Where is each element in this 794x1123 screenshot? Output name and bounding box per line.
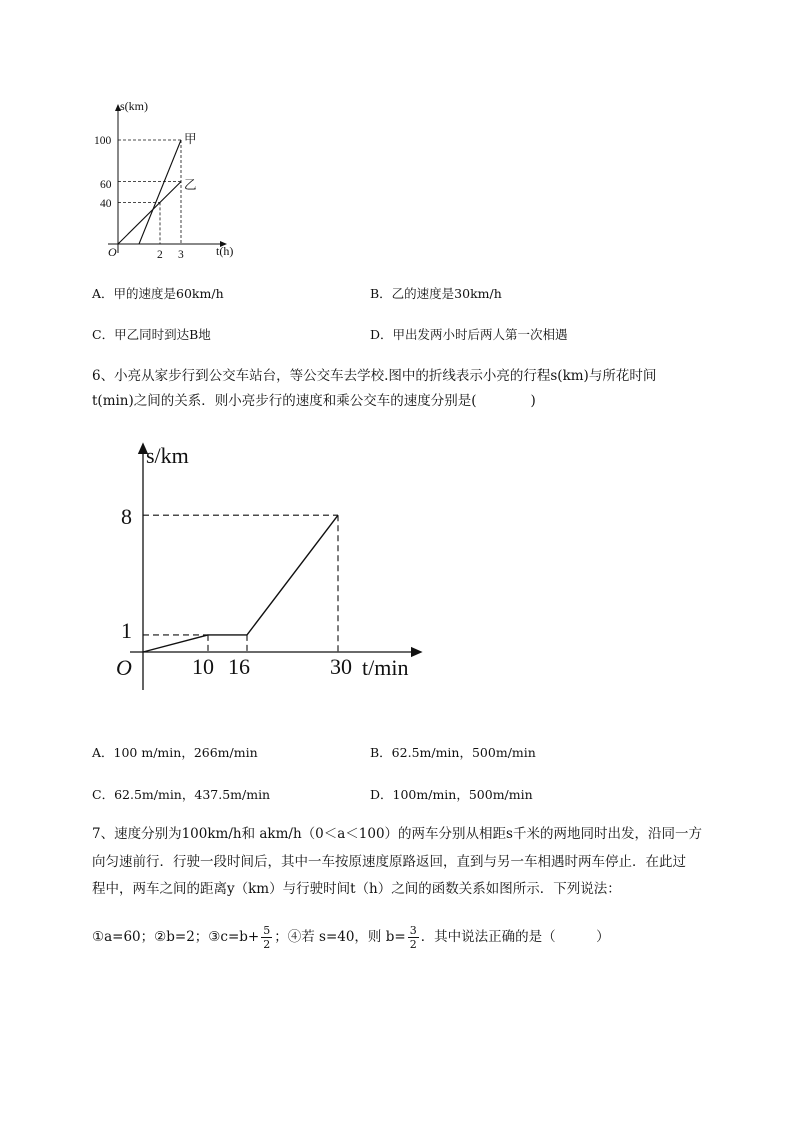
q7-fraction-3-2 <box>408 924 419 951</box>
q5-option-d[interactable]: D．甲出发两小时后两人第一次相遇 <box>370 327 568 342</box>
y-axis-label: s(km) <box>120 99 148 113</box>
q6-option-a[interactable]: A．100 m/min，266m/min <box>92 745 258 760</box>
figure-1 <box>90 95 270 265</box>
fraction-denominator: 2 <box>409 937 417 951</box>
q6-option-d[interactable]: D．100m/min，500m/min <box>370 787 533 802</box>
q6-option-b[interactable]: B．62.5m/min，500m/min <box>370 745 536 760</box>
q6-text-line2: t(min)之间的关系．则小亮步行的速度和乘公交车的速度分别是( ) <box>92 393 536 409</box>
q7-statement-part2: ；④若 s=40，则 b= <box>274 929 406 945</box>
x-axis-label: t/min <box>362 655 409 680</box>
series-line-s <box>143 515 338 652</box>
q7-fraction-5-2 <box>261 924 272 951</box>
q7-text-line3: 程中，两车之间的距离y（km）与行驶时间t（h）之间的函数关系如图所示．下列说法： <box>92 881 621 897</box>
x-tick-10: 10 <box>192 654 214 679</box>
q7-text-line2: 向匀速前行．行驶一段时间后，其中一车按原速度原路返回，直到与另一车相遇时两车停止．在此过 <box>92 854 686 870</box>
origin-label: O <box>108 245 117 259</box>
q6-text-line1: 6、小亮从家步行到公交车站台，等公交车去学校.图中的折线表示小亮的行程s(km)与所花时间 <box>92 368 657 384</box>
y-tick-8: 8 <box>121 504 132 529</box>
x-tick-16: 16 <box>228 654 250 679</box>
q5-option-b[interactable]: B．乙的速度是30km/h <box>370 286 502 301</box>
q6-option-c[interactable]: C．62.5m/min，437.5m/min <box>92 787 271 802</box>
y-tick-1: 1 <box>121 618 132 643</box>
series-line-yi <box>118 182 181 244</box>
x-axis-label: t(h) <box>216 244 234 258</box>
y-tick-60: 60 <box>100 179 112 191</box>
y-tick-40: 40 <box>100 198 112 210</box>
q5-option-c[interactable]: C．甲乙同时到达B地 <box>92 327 211 342</box>
q7-statement-part1: ①a=60；②b=2；③c=b+ <box>92 929 260 945</box>
line-label-yi: 乙 <box>184 178 197 192</box>
x-tick-30: 30 <box>330 654 352 679</box>
y-tick-100: 100 <box>94 135 112 147</box>
y-axis-label: s/km <box>146 443 189 468</box>
origin-label: O <box>116 655 132 680</box>
q5-option-a[interactable]: A．甲的速度是60km/h <box>92 286 224 301</box>
fraction-numerator: 5 <box>263 923 271 937</box>
x-tick-3: 3 <box>178 249 184 261</box>
line-label-jia: 甲 <box>184 132 197 146</box>
fraction-numerator: 3 <box>409 923 417 937</box>
figure-2 <box>110 435 430 690</box>
x-tick-2: 2 <box>157 249 163 261</box>
fraction-denominator: 2 <box>263 937 271 951</box>
q7-text-line1: 7、速度分别为100km/h和 akm/h（0＜a＜100）的两车分别从相距s千米的两地同时出发，沿同一方 <box>92 826 702 842</box>
q7-statements <box>92 915 610 959</box>
q7-statement-part3: ．其中说法正确的是（ ） <box>420 929 610 945</box>
